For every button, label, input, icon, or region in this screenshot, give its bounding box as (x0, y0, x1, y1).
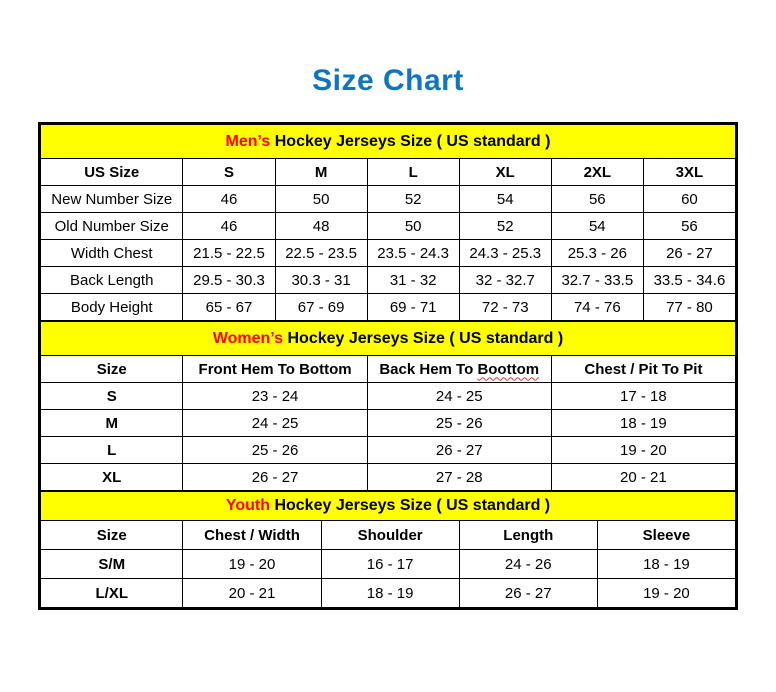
table-cell: 25.3 - 26 (551, 240, 643, 267)
column-header: Size (41, 356, 183, 383)
table-row (41, 267, 736, 294)
table-cell: 31 - 32 (367, 267, 459, 294)
table-row (41, 294, 736, 321)
row-label: M (41, 410, 183, 437)
column-header: US Size (41, 159, 183, 186)
table-cell: 18 - 19 (597, 550, 735, 579)
table-cell: 60 (643, 186, 735, 213)
table-cell: 25 - 26 (183, 437, 367, 464)
table-row (41, 550, 736, 579)
table-cell: 65 - 67 (183, 294, 275, 321)
table-cell: 20 - 21 (551, 464, 735, 491)
table-cell: 52 (459, 213, 551, 240)
column-header: M (275, 159, 367, 186)
row-label: L (41, 437, 183, 464)
table-cell: 19 - 20 (551, 437, 735, 464)
womens-table-caption (41, 322, 736, 356)
youth-size-table (40, 491, 736, 608)
column-header: 3XL (643, 159, 735, 186)
table-cell: 26 - 27 (367, 437, 551, 464)
table-cell: 72 - 73 (459, 294, 551, 321)
table-cell: 56 (643, 213, 735, 240)
table-cell: 67 - 69 (275, 294, 367, 321)
table-cell: 33.5 - 34.6 (643, 267, 735, 294)
table-cell: 18 - 19 (321, 579, 459, 608)
back-hem-prefix: Back Hem To (379, 360, 474, 378)
table-cell: 29.5 - 30.3 (183, 267, 275, 294)
womens-size-table (40, 321, 736, 491)
table-cell: 32 - 32.7 (459, 267, 551, 294)
table-cell: 24 - 25 (183, 410, 367, 437)
table-cell: 26 - 27 (643, 240, 735, 267)
table-cell: 24 - 26 (459, 550, 597, 579)
column-header: Sleeve (597, 521, 735, 550)
table-cell: 74 - 76 (551, 294, 643, 321)
column-header: Chest / Pit To Pit (551, 356, 735, 383)
womens-caption-row (41, 322, 736, 356)
youth-header-row (41, 521, 736, 550)
table-cell: 21.5 - 22.5 (183, 240, 275, 267)
womens-caption-text: Hockey Jerseys Size ( US standard ) (287, 329, 564, 347)
table-cell: 56 (551, 186, 643, 213)
table-cell: 25 - 26 (367, 410, 551, 437)
column-header: 2XL (551, 159, 643, 186)
page-title: Size Chart (312, 64, 464, 97)
table-cell: 22.5 - 23.5 (275, 240, 367, 267)
table-row (41, 410, 736, 437)
column-header: Chest / Width (183, 521, 321, 550)
table-row (41, 213, 736, 240)
row-label: Old Number Size (41, 213, 183, 240)
mens-header-row (41, 159, 736, 186)
table-cell: 18 - 19 (551, 410, 735, 437)
table-cell: 52 (367, 186, 459, 213)
size-chart-tables (38, 122, 738, 610)
back-hem-misspelled-word: Boottom (477, 360, 540, 378)
table-cell: 19 - 20 (183, 550, 321, 579)
table-cell: 54 (459, 186, 551, 213)
table-cell: 46 (183, 213, 275, 240)
table-cell: 16 - 17 (321, 550, 459, 579)
table-cell: 77 - 80 (643, 294, 735, 321)
table-cell: 24 - 25 (367, 383, 551, 410)
row-label: Body Height (41, 294, 183, 321)
youth-caption-text: Hockey Jerseys Size ( US standard ) (274, 497, 551, 514)
youth-table-caption (41, 492, 736, 521)
row-label: L/XL (41, 579, 183, 608)
table-row (41, 186, 736, 213)
row-label: S (41, 383, 183, 410)
column-header: Length (459, 521, 597, 550)
table-cell: 27 - 28 (367, 464, 551, 491)
table-cell: 50 (275, 186, 367, 213)
column-header: Shoulder (321, 521, 459, 550)
youth-caption-accent: Youth (225, 497, 270, 514)
mens-size-table (40, 124, 736, 321)
row-label: S/M (41, 550, 183, 579)
mens-table-caption (41, 125, 736, 159)
table-row (41, 383, 736, 410)
table-cell: 19 - 20 (597, 579, 735, 608)
womens-caption-accent: Women’s (212, 329, 284, 347)
column-header-back-hem (367, 356, 551, 383)
column-header: Size (41, 521, 183, 550)
table-row (41, 437, 736, 464)
table-row (41, 579, 736, 608)
table-cell: 23 - 24 (183, 383, 367, 410)
table-cell: 32.7 - 33.5 (551, 267, 643, 294)
table-cell: 23.5 - 24.3 (367, 240, 459, 267)
mens-caption-text: Hockey Jerseys Size ( US standard ) (274, 132, 551, 150)
table-cell: 46 (183, 186, 275, 213)
table-cell: 69 - 71 (367, 294, 459, 321)
row-label: Width Chest (41, 240, 183, 267)
column-header: Front Hem To Bottom (183, 356, 367, 383)
table-cell: 50 (367, 213, 459, 240)
row-label: Back Length (41, 267, 183, 294)
row-label: New Number Size (41, 186, 183, 213)
table-cell: 30.3 - 31 (275, 267, 367, 294)
mens-caption-accent: Men’s (225, 132, 271, 150)
table-row (41, 240, 736, 267)
youth-caption-row (41, 492, 736, 521)
table-cell: 26 - 27 (459, 579, 597, 608)
table-cell: 24.3 - 25.3 (459, 240, 551, 267)
table-row (41, 464, 736, 491)
column-header: L (367, 159, 459, 186)
column-header: XL (459, 159, 551, 186)
table-cell: 48 (275, 213, 367, 240)
mens-caption-row (41, 125, 736, 159)
womens-header-row (41, 356, 736, 383)
table-cell: 26 - 27 (183, 464, 367, 491)
table-cell: 54 (551, 213, 643, 240)
row-label: XL (41, 464, 183, 491)
table-cell: 17 - 18 (551, 383, 735, 410)
table-cell: 20 - 21 (183, 579, 321, 608)
column-header: S (183, 159, 275, 186)
